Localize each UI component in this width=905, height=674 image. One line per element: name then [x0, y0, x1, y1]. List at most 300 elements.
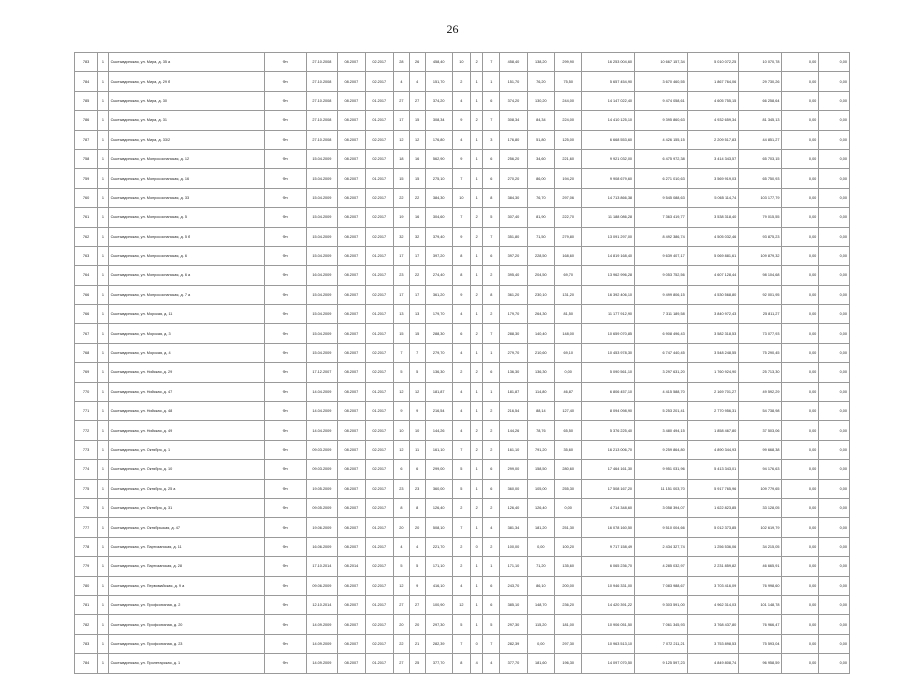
- cell-apartments: 9: [452, 111, 470, 130]
- cell-total-area: 416,10: [425, 576, 452, 595]
- cell-cost-fund: 9 510 004,66: [635, 518, 688, 537]
- table-row: [75, 149, 850, 168]
- cell-area-municipal: 280,60: [555, 460, 582, 479]
- cell-group: 1: [98, 557, 109, 576]
- cell-address: Сыктывдинская, ул. Первомайская, д. 9 а: [108, 576, 264, 595]
- cell-storeys: 2: [470, 53, 483, 72]
- cell-apartments: 9: [452, 285, 470, 304]
- cell-cost-local: 54 738,98: [739, 402, 782, 421]
- cell-cost-total: 17 464 161,30: [582, 460, 635, 479]
- cell-cost-owners: 0,00: [782, 227, 819, 246]
- cell-storeys: 1: [470, 518, 483, 537]
- cell-cost-fund: 9 259 864,80: [635, 440, 688, 459]
- cell-address: Сыктывдинская, ул. Октября, д. 1: [108, 440, 264, 459]
- cell-residents-total: 17: [393, 246, 409, 265]
- cell-cost-total: 9 908 679,60: [582, 169, 635, 188]
- cell-date-commissioned: 14.09.2009: [306, 615, 338, 634]
- cell-area-municipal: 69,70: [555, 266, 582, 285]
- cell-cost-fund: 7 061 345,93: [635, 615, 688, 634]
- cell-area-private: 264,30: [527, 305, 554, 324]
- cell-row-number: 759: [75, 169, 98, 188]
- cell-entrances: 2: [483, 305, 500, 324]
- cell-cost-local: 25 811,27: [739, 305, 782, 324]
- cell-residents-registered: 20: [409, 615, 425, 634]
- cell-apartments: 2: [452, 363, 470, 382]
- cell-storeys: 1: [470, 169, 483, 188]
- cell-residents-registered: 6: [409, 460, 425, 479]
- cell-group: 1: [98, 615, 109, 634]
- cell-area-private: 0,00: [527, 634, 554, 653]
- cell-cost-local: 33 128,05: [739, 498, 782, 517]
- cell-plan-end: 01.2017: [365, 518, 393, 537]
- cell-cost-owners: 0,00: [782, 91, 819, 110]
- cell-storeys: 1: [470, 615, 483, 634]
- cell-storeys: 1: [470, 576, 483, 595]
- cell-residents-registered: 15: [409, 111, 425, 130]
- cell-residents-total: 13: [393, 305, 409, 324]
- cell-area-private: 138,20: [527, 53, 554, 72]
- cell-apartments: 4: [452, 343, 470, 362]
- cell-cost-local: 81 345,13: [739, 111, 782, 130]
- cell-cost-owners: 0,00: [782, 654, 819, 673]
- table-row: [75, 169, 850, 188]
- cell-material: Фн: [264, 479, 306, 498]
- cell-cost-total: 14 819 168,40: [582, 246, 635, 265]
- cell-apartments: 8: [452, 266, 470, 285]
- cell-apartments: 6: [452, 324, 470, 343]
- cell-cost-local: 25 713,30: [739, 363, 782, 382]
- table-row: [75, 595, 850, 614]
- cell-row-number: 784: [75, 654, 98, 673]
- cell-group: 1: [98, 498, 109, 517]
- cell-area-private: 34,60: [527, 149, 554, 168]
- table-row: [75, 188, 850, 207]
- cell-group: 1: [98, 460, 109, 479]
- cell-address: Сыктывдинская, ул. Морская, д. 4: [108, 343, 264, 362]
- cell-plan-start: 08.2007: [338, 91, 365, 110]
- cell-plan-start: 08.2007: [338, 421, 365, 440]
- cell-material: Фн: [264, 227, 306, 246]
- cell-cost-total: 5 090 561,10: [582, 363, 635, 382]
- cell-plan-start: 08.2007: [338, 130, 365, 149]
- cell-plan-end: 02.2017: [365, 421, 393, 440]
- cell-row-number: 780: [75, 576, 98, 595]
- cell-area-municipal: 236,20: [555, 595, 582, 614]
- cell-row-number: 761: [75, 208, 98, 227]
- cell-address: Сыктывдинская, ул. Мопрососпанская, д. 16: [108, 169, 264, 188]
- cell-residents-registered: 17: [409, 246, 425, 265]
- cell-row-number: 764: [75, 266, 98, 285]
- cell-date-commissioned: 27.10.2008: [306, 130, 338, 149]
- cell-cost-total: 10 659 070,85: [582, 324, 635, 343]
- cell-residents-registered: 17: [409, 285, 425, 304]
- cell-address: Сыктывдинская, ул. Октября, д. 10: [108, 460, 264, 479]
- cell-date-commissioned: 15.04.2009: [306, 324, 338, 343]
- cell-cost-other: 0,00: [819, 595, 850, 614]
- cell-storeys: 2: [470, 421, 483, 440]
- cell-total-area: 397,20: [425, 246, 452, 265]
- cell-cost-owners: 0,00: [782, 130, 819, 149]
- cell-residents-total: 6: [393, 460, 409, 479]
- cell-area-municipal: 244,00: [555, 91, 582, 110]
- cell-area-municipal: 181,00: [555, 615, 582, 634]
- cell-cost-total: 5 376 225,40: [582, 421, 635, 440]
- cell-apartments: 10: [452, 53, 470, 72]
- cell-entrances: 6: [483, 595, 500, 614]
- cell-cost-region: 5 917 765,96: [687, 479, 739, 498]
- table-row: [75, 479, 850, 498]
- cell-address: Сыктывдинская, ул. Партизанская, д. 28: [108, 557, 264, 576]
- table-row: [75, 402, 850, 421]
- cell-cost-fund: 3 670 460,55: [635, 72, 688, 91]
- cell-cost-owners: 0,00: [782, 285, 819, 304]
- cell-cost-owners: 0,00: [782, 576, 819, 595]
- cell-cost-owners: 0,00: [782, 208, 819, 227]
- cell-entrances: 6: [483, 363, 500, 382]
- cell-living-area: 360,00: [500, 479, 527, 498]
- cell-residents-total: 22: [393, 188, 409, 207]
- cell-cost-owners: 0,00: [782, 557, 819, 576]
- table-row: [75, 266, 850, 285]
- cell-living-area: 100,00: [500, 537, 527, 556]
- cell-residents-registered: 20: [409, 518, 425, 537]
- table-row: [75, 576, 850, 595]
- cell-area-municipal: 135,60: [555, 557, 582, 576]
- cell-residents-registered: 12: [409, 130, 425, 149]
- cell-residents-registered: 15: [409, 169, 425, 188]
- cell-cost-region: 3 753 898,53: [687, 634, 739, 653]
- cell-area-private: 181,60: [527, 654, 554, 673]
- cell-storeys: 1: [470, 305, 483, 324]
- cell-area-municipal: 196,30: [555, 654, 582, 673]
- cell-plan-end: 01.2017: [365, 169, 393, 188]
- cell-address: Сыктывдинская, ул. Мира, д. 31: [108, 111, 264, 130]
- cell-cost-local: 37 503,06: [739, 421, 782, 440]
- cell-plan-start: 08.2007: [338, 363, 365, 382]
- cell-cost-total: 16 213 006,70: [582, 440, 635, 459]
- cell-material: Фн: [264, 634, 306, 653]
- cell-area-private: 126,40: [527, 498, 554, 517]
- cell-cost-total: 14 410 125,10: [582, 111, 635, 130]
- cell-residents-registered: 9: [409, 402, 425, 421]
- cell-area-private: 136,30: [527, 363, 554, 382]
- cell-group: 1: [98, 518, 109, 537]
- cell-cost-fund: 11 151 003,70: [635, 479, 688, 498]
- cell-residents-total: 27: [393, 91, 409, 110]
- cell-cost-region: 4 505 032,46: [687, 227, 739, 246]
- cell-living-area: 216,54: [500, 402, 527, 421]
- cell-row-number: 769: [75, 363, 98, 382]
- cell-row-number: 782: [75, 615, 98, 634]
- cell-living-area: 377,70: [500, 654, 527, 673]
- cell-row-number: 777: [75, 518, 98, 537]
- cell-area-municipal: 224,00: [555, 111, 582, 130]
- cell-plan-end: 02.2017: [365, 576, 393, 595]
- cell-area-municipal: 200,00: [555, 576, 582, 595]
- cell-entrances: 7: [483, 111, 500, 130]
- cell-plan-start: 08.2007: [338, 498, 365, 517]
- cell-material: Фн: [264, 460, 306, 479]
- cell-living-area: 136,30: [500, 363, 527, 382]
- cell-total-area: 221,70: [425, 537, 452, 556]
- cell-date-commissioned: 19.06.2009: [306, 518, 338, 537]
- cell-residents-registered: 22: [409, 188, 425, 207]
- cell-cost-fund: 2 434 327,74: [635, 537, 688, 556]
- cell-date-commissioned: 14.04.2009: [306, 382, 338, 401]
- cell-cost-other: 0,00: [819, 440, 850, 459]
- cell-area-municipal: 148,00: [555, 324, 582, 343]
- cell-date-commissioned: 27.10.2008: [306, 53, 338, 72]
- cell-area-private: 51,80: [527, 130, 554, 149]
- cell-cost-total: 10 453 978,30: [582, 343, 635, 362]
- cell-area-private: 105,00: [527, 479, 554, 498]
- cell-plan-start: 08.2007: [338, 382, 365, 401]
- cell-row-number: 775: [75, 479, 98, 498]
- cell-cost-total: 14 713 866,38: [582, 188, 635, 207]
- cell-plan-end: 01.2017: [365, 537, 393, 556]
- cell-cost-local: 109 879,32: [739, 246, 782, 265]
- cell-row-number: 763: [75, 246, 98, 265]
- cell-storeys: 2: [470, 285, 483, 304]
- cell-residents-total: 12: [393, 382, 409, 401]
- table-row: [75, 111, 850, 130]
- cell-entrances: 2: [483, 421, 500, 440]
- cell-living-area: 374,20: [500, 91, 527, 110]
- cell-cost-other: 0,00: [819, 421, 850, 440]
- cell-material: Фн: [264, 324, 306, 343]
- cell-apartments: 4: [452, 402, 470, 421]
- cell-area-private: 115,20: [527, 615, 554, 634]
- cell-plan-end: 02.2017: [365, 460, 393, 479]
- cell-entrances: 6: [483, 460, 500, 479]
- cell-area-municipal: 35,60: [555, 440, 582, 459]
- cell-living-area: 351,80: [500, 227, 527, 246]
- cell-cost-region: 1 760 924,90: [687, 363, 739, 382]
- cell-area-municipal: 297,30: [555, 634, 582, 653]
- cell-storeys: 2: [470, 498, 483, 517]
- cell-cost-owners: 0,00: [782, 111, 819, 130]
- cell-residents-total: 17: [393, 285, 409, 304]
- cell-group: 1: [98, 246, 109, 265]
- cell-total-area: 379,40: [425, 227, 452, 246]
- cell-entrances: 1: [483, 343, 500, 362]
- cell-group: 1: [98, 72, 109, 91]
- cell-apartments: 2: [452, 537, 470, 556]
- cell-plan-end: 02.2017: [365, 498, 393, 517]
- cell-cost-fund: 7 363 419,77: [635, 208, 688, 227]
- cell-material: Фн: [264, 537, 306, 556]
- cell-cost-fund: 9 303 591,00: [635, 595, 688, 614]
- cell-residents-registered: 4: [409, 537, 425, 556]
- cell-cost-other: 0,00: [819, 343, 850, 362]
- cell-material: Фн: [264, 169, 306, 188]
- cell-address: Сыктывдинская, ул. Партизанская, д. 11: [108, 537, 264, 556]
- cell-plan-end: 01.2017: [365, 654, 393, 673]
- cell-living-area: 179,70: [500, 305, 527, 324]
- cell-storeys: 2: [470, 111, 483, 130]
- cell-cost-fund: 5 253 201,41: [635, 402, 688, 421]
- cell-residents-registered: 25: [409, 654, 425, 673]
- cell-living-area: 397,20: [500, 246, 527, 265]
- cell-total-area: 304,60: [425, 208, 452, 227]
- cell-cost-fund: 9 951 031,96: [635, 460, 688, 479]
- cell-apartments: 2: [452, 72, 470, 91]
- cell-living-area: 126,40: [500, 498, 527, 517]
- document-table-container: [74, 52, 850, 666]
- cell-cost-fund: 6 475 972,38: [635, 149, 688, 168]
- cell-cost-region: 2 169 701,27: [687, 382, 739, 401]
- cell-cost-fund: 6 747 440,45: [635, 343, 688, 362]
- cell-cost-local: 46 665,91: [739, 557, 782, 576]
- cell-plan-start: 08.2007: [338, 537, 365, 556]
- table-row: [75, 208, 850, 227]
- cell-living-area: 458,40: [500, 53, 527, 72]
- cell-material: Фн: [264, 518, 306, 537]
- cell-plan-start: 08.2007: [338, 440, 365, 459]
- cell-material: Фн: [264, 91, 306, 110]
- cell-residents-total: 28: [393, 53, 409, 72]
- cell-cost-local: 96 958,59: [739, 654, 782, 673]
- cell-cost-fund: 4 415 588,70: [635, 382, 688, 401]
- table-row: [75, 246, 850, 265]
- cell-entrances: 6: [483, 169, 500, 188]
- table-row: [75, 615, 850, 634]
- cell-plan-end: 01.2017: [365, 266, 393, 285]
- cell-entrances: 6: [483, 149, 500, 168]
- cell-address: Сыктывдинская, ул. Октября, д. 25 а: [108, 479, 264, 498]
- cell-living-area: 171,10: [500, 557, 527, 576]
- cell-group: 1: [98, 654, 109, 673]
- cell-date-commissioned: 16.06.2009: [306, 537, 338, 556]
- cell-plan-start: 08.2007: [338, 111, 365, 130]
- cell-residents-total: 12: [393, 130, 409, 149]
- cell-row-number: 773: [75, 440, 98, 459]
- cell-group: 1: [98, 111, 109, 130]
- cell-cost-total: 10 963 513,10: [582, 634, 635, 653]
- cell-plan-start: 08.2007: [338, 518, 365, 537]
- cell-area-private: 88,14: [527, 402, 554, 421]
- cell-entrances: 2: [483, 537, 500, 556]
- cell-cost-region: 5 069 881,61: [687, 246, 739, 265]
- page-number: 26: [446, 22, 459, 36]
- cell-group: 1: [98, 91, 109, 110]
- cell-living-area: 288,30: [500, 324, 527, 343]
- cell-cost-other: 0,00: [819, 576, 850, 595]
- cell-apartments: 4: [452, 91, 470, 110]
- cell-date-commissioned: 12.10.2014: [306, 595, 338, 614]
- cell-material: Фн: [264, 595, 306, 614]
- cell-address: Сыктывдинская, ул. Мопрососпанская, д. 12: [108, 149, 264, 168]
- cell-cost-region: 5 413 343,01: [687, 460, 739, 479]
- cell-area-private: 71,50: [527, 227, 554, 246]
- cell-group: 1: [98, 537, 109, 556]
- table-row: [75, 537, 850, 556]
- cell-cost-fund: 9 395 860,63: [635, 111, 688, 130]
- cell-cost-local: 75 290,45: [739, 343, 782, 362]
- cell-cost-total: 5 657 454,90: [582, 72, 635, 91]
- cell-total-area: 151,70: [425, 72, 452, 91]
- cell-entrances: 1: [483, 382, 500, 401]
- cell-storeys: 1: [470, 479, 483, 498]
- cell-residents-registered: 15: [409, 324, 425, 343]
- cell-living-area: 395,40: [500, 266, 527, 285]
- cell-group: 1: [98, 305, 109, 324]
- cell-row-number: 781: [75, 595, 98, 614]
- cell-cost-other: 0,00: [819, 557, 850, 576]
- cell-material: Фн: [264, 130, 306, 149]
- cell-entrances: 4: [483, 518, 500, 537]
- cell-cost-local: 76 966,47: [739, 615, 782, 634]
- cell-cost-total: 6 806 457,10: [582, 382, 635, 401]
- cell-cost-region: 5 012 373,85: [687, 518, 739, 537]
- cell-entrances: 7: [483, 227, 500, 246]
- table-row: [75, 53, 850, 72]
- cell-plan-start: 08.2007: [338, 479, 365, 498]
- cell-apartments: 4: [452, 130, 470, 149]
- cell-material: Фн: [264, 421, 306, 440]
- cell-residents-registered: 27: [409, 595, 425, 614]
- cell-storeys: 1: [470, 382, 483, 401]
- cell-date-commissioned: 14.09.2009: [306, 634, 338, 653]
- cell-total-area: 458,40: [425, 53, 452, 72]
- cell-plan-end: 02.2017: [365, 227, 393, 246]
- cell-group: 1: [98, 382, 109, 401]
- cell-group: 1: [98, 363, 109, 382]
- cell-apartments: 7: [452, 169, 470, 188]
- cell-cost-owners: 0,00: [782, 343, 819, 362]
- cell-plan-end: 01.2017: [365, 91, 393, 110]
- cell-plan-start: 08.2007: [338, 227, 365, 246]
- cell-group: 1: [98, 130, 109, 149]
- cell-row-number: 768: [75, 343, 98, 362]
- cell-cost-region: 2 770 956,31: [687, 402, 739, 421]
- cell-cost-fund: 9 545 088,63: [635, 188, 688, 207]
- cell-cost-fund: 8 492 386,74: [635, 227, 688, 246]
- cell-entrances: 5: [483, 615, 500, 634]
- cell-cost-other: 0,00: [819, 91, 850, 110]
- cell-entrances: 6: [483, 576, 500, 595]
- cell-cost-local: 49 592,29: [739, 382, 782, 401]
- cell-cost-other: 0,00: [819, 72, 850, 91]
- cell-plan-start: 08.2007: [338, 402, 365, 421]
- cell-area-municipal: 168,60: [555, 246, 582, 265]
- cell-row-number: 762: [75, 227, 98, 246]
- cell-area-private: 0,00: [527, 537, 554, 556]
- cell-residents-registered: 7: [409, 343, 425, 362]
- cell-address: Сыктывдинская, ул. Пролетарская, д. 1: [108, 654, 264, 673]
- cell-residents-registered: 22: [409, 266, 425, 285]
- cell-date-commissioned: 15.04.2009: [306, 343, 338, 362]
- cell-plan-end: 01.2017: [365, 595, 393, 614]
- table-row: [75, 460, 850, 479]
- cell-apartments: 5: [452, 460, 470, 479]
- cell-plan-end: 02.2017: [365, 188, 393, 207]
- cell-address: Сыктывдинская, ул. Нийская, д. 48: [108, 402, 264, 421]
- cell-area-municipal: 69,10: [555, 343, 582, 362]
- cell-area-private: 210,60: [527, 343, 554, 362]
- cell-plan-end: 02.2017: [365, 130, 393, 149]
- cell-group: 1: [98, 634, 109, 653]
- cell-area-municipal: 125,00: [555, 130, 582, 149]
- table-row: [75, 654, 850, 673]
- cell-plan-start: 08.2007: [338, 615, 365, 634]
- cell-cost-local: 101 148,78: [739, 595, 782, 614]
- cell-cost-region: 4 530 568,80: [687, 285, 739, 304]
- cell-storeys: 1: [470, 91, 483, 110]
- cell-cost-owners: 0,00: [782, 53, 819, 72]
- cell-plan-start: 08.2007: [338, 576, 365, 595]
- cell-residents-total: 20: [393, 615, 409, 634]
